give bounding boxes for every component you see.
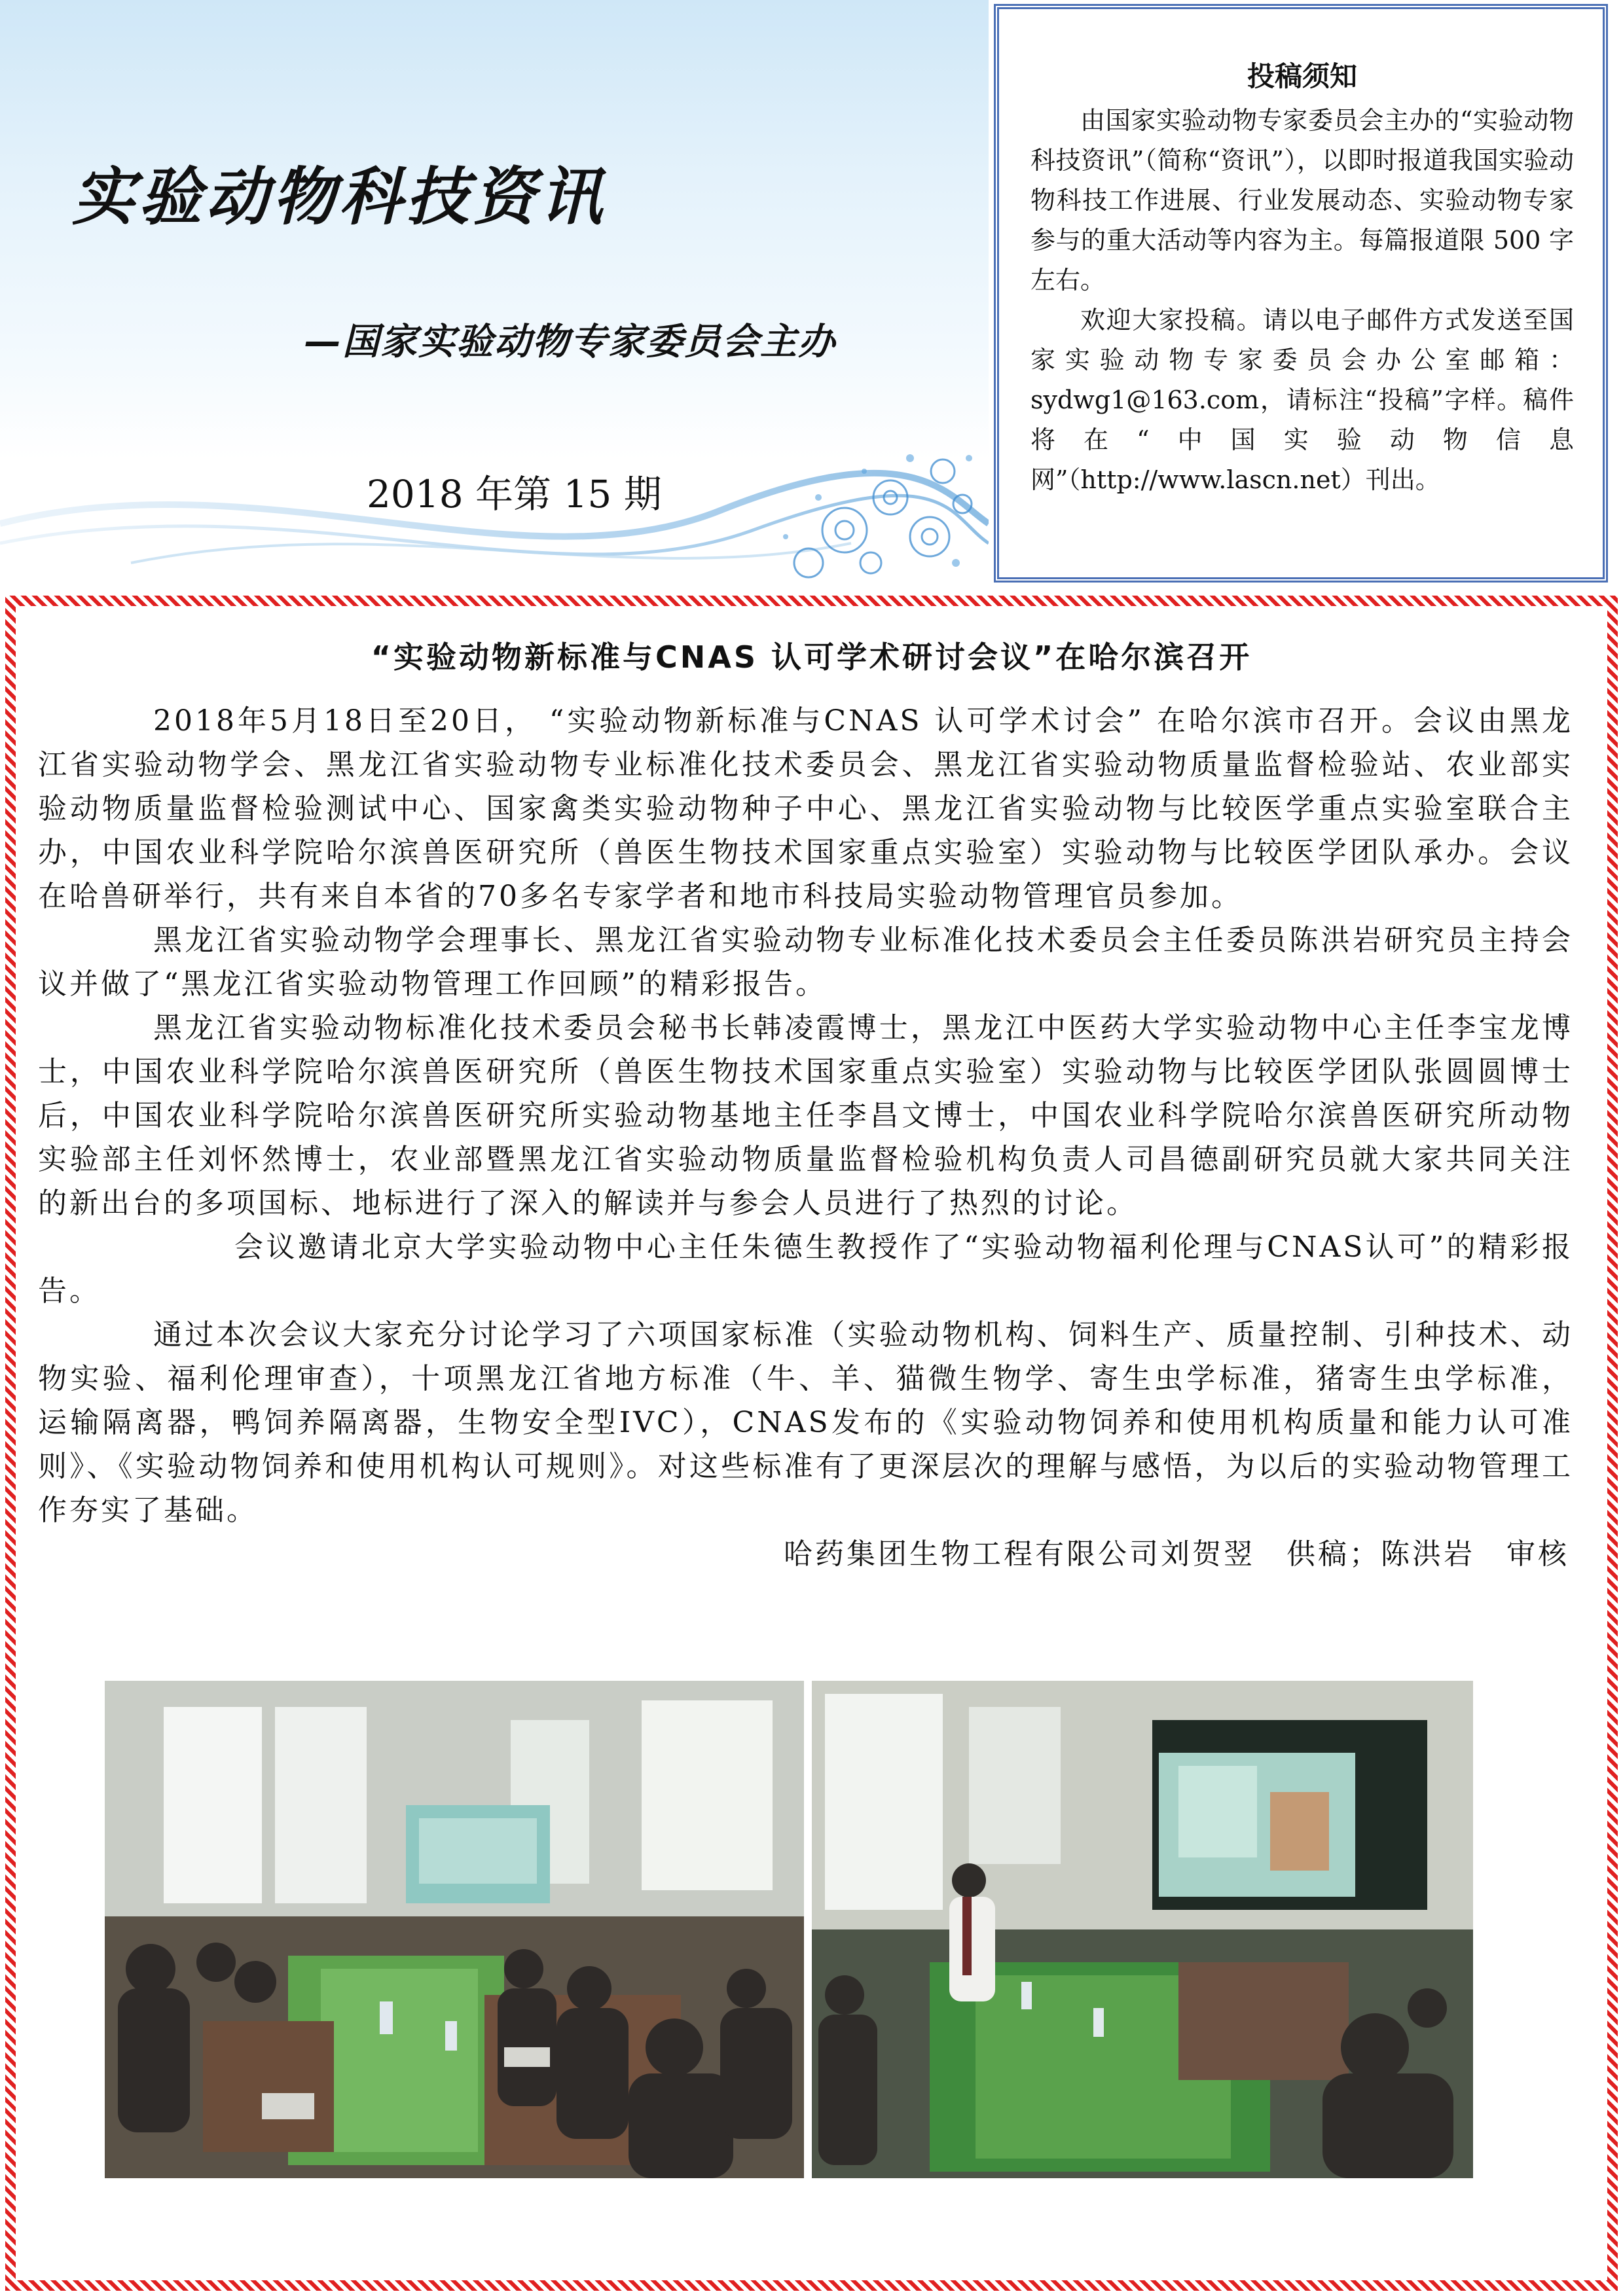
article-credit: 哈药集团生物工程有限公司刘贺翌 供稿；陈洪岩 审核 (784, 1537, 1569, 1571)
article-paragraph: 通过本次会议大家充分讨论学习了六项国家标准（实验动物机构、饲料生产、质量控制、引种技术、动物实验、福利伦理审查），十项黑龙江省地方标准（牛、羊、猫微生物学、寄生虫学标准，猪寄生虫学标准， 运输隔离器，鸭饲养隔离器，生物安全型IVC），CNAS发布的《实验动物饲养和使用机构质量和能力认可准则》、《实验动物饲养和使用机构认可规则》。对这些标准有了更深层次的理解与感悟，为以后的实验动物管理工作夯实了基础。 (38, 1318, 1573, 1527)
meeting-photo-left (105, 1681, 804, 2178)
article-paragraph: 黑龙江省实验动物标准化技术委员会秘书长韩凌霞博士，黑龙江中医药大学实验动物中心主任李宝龙博士，中国农业科学院哈尔滨兽医研究所（兽医生物技术国家重点实验室）实验动物与比较医学团队张圆圆博士后，中国农业科学院哈尔滨兽医研究所实验动物基地主任李昌文博士，中国农业科学院哈尔滨兽医研究所动物实验部主任刘怀然博士，农业部暨黑龙江省实验动物质量监督检验机构负责人司昌德副研究员就大家共同关注的新出台的多项国标、地标进行了深入的解读并与参会人员进行了热烈的讨论。 (38, 1011, 1573, 1220)
article-title: “实验动物新标准与CNAS 认可学术研讨会议”在哈尔滨召开 (371, 639, 1252, 675)
notice-paragraph: 由国家实验动物专家委员会主办的“实验动物科技资讯”（简称“资讯”），以即时报道我国实验动物科技工作进展、行业发展动态、实验动物专家参与的重大活动等内容为主。每篇报道限 500 字左右。 (1030, 106, 1574, 295)
newsletter-title: 实验动物科技资讯 (72, 160, 606, 234)
submission-notice-box (994, 4, 1608, 583)
newsletter-subtitle: —国家实验动物专家委员会主办 (304, 321, 836, 363)
masthead-banner (0, 0, 989, 589)
meeting-photo-right (812, 1681, 1473, 2178)
conference-room-photo-2 (812, 1681, 1473, 2178)
article-paragraph: 2018年5月18日至20日， “实验动物新标准与CNAS 认可学术讨会” 在哈尔滨市召开。会议由黑龙江省实验动物学会、黑龙江省实验动物专业标准化技术委员会、黑龙江省实验动物质量监督检验站、农业部实验动物质量监督检验测试中心、国家禽类实验动物种子中心、黑龙江省实验动物与比较医学重点实验室联合主办，中国农业科学院哈尔滨兽医研究所（兽医生物技术国家重点实验室）实验动物与比较医学团队承办。会议在哈兽研举行，共有来自本省的70多名专家学者和地市科技局实验动物管理官员参加。 (38, 704, 1573, 913)
issue-number: 2018 年第 15 期 (367, 472, 662, 516)
article-paragraph: 黑龙江省实验动物学会理事长、黑龙江省实验动物专业标准化技术委员会主任委员陈洪岩研究员主持会议并做了“黑龙江省实验动物管理工作回顾”的精彩报告。 (38, 924, 1573, 1001)
article-body (38, 699, 1573, 1576)
notice-paragraph: 欢迎大家投稿。请以电子邮件方式发送至国家实验动物专家委员会办公室邮箱：sydwg1@163.com，请标注“投稿”字样。稿件将在“中国实验动物信息网”（http://www.lascn.net）刊出。 (1030, 306, 1574, 494)
article-paragraph: 会议邀请北京大学实验动物中心主任朱德生教授作了“实验动物福利伦理与CNAS认可”的精彩报告。 (38, 1230, 1573, 1308)
notice-title: 投稿须知 (1247, 60, 1357, 92)
conference-room-photo-1 (105, 1681, 804, 2178)
